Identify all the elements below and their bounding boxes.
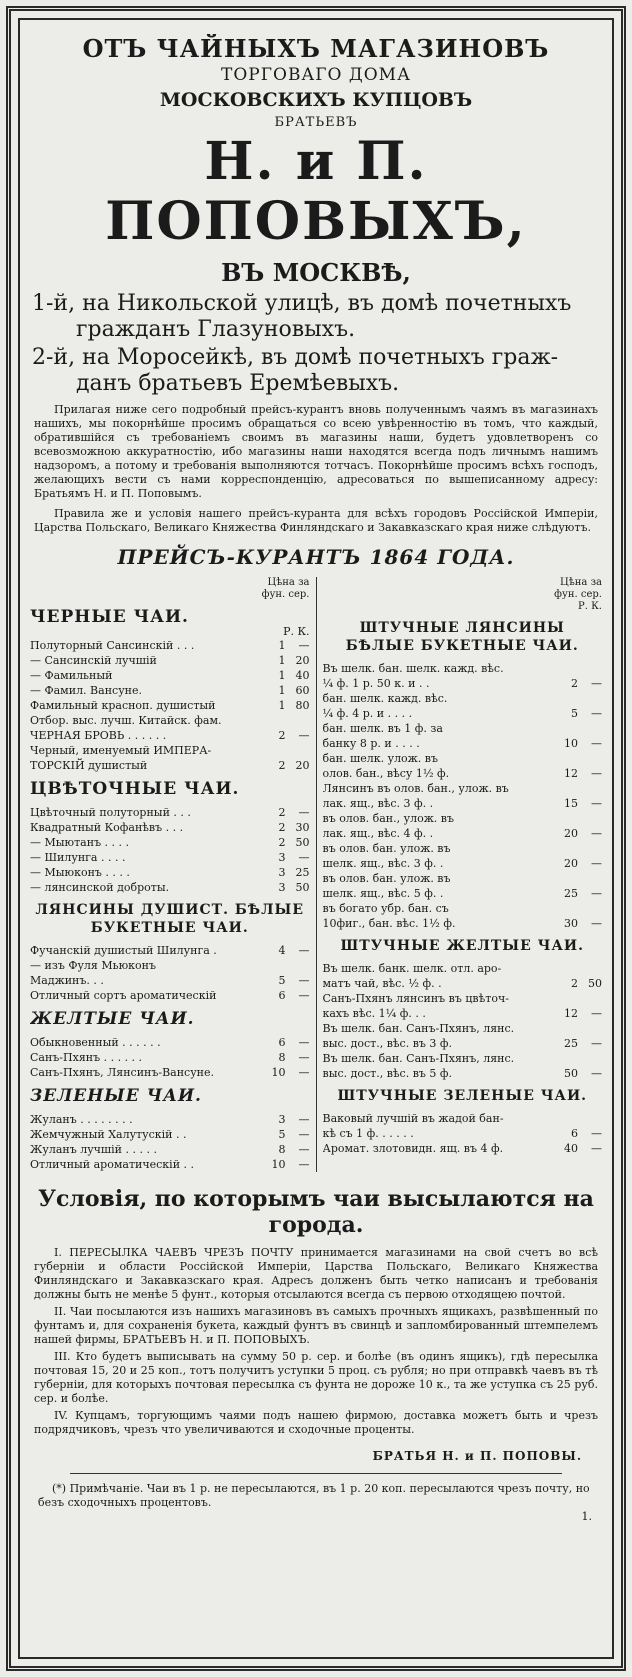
price-row <box>30 1065 310 1080</box>
price-rubles <box>556 1021 578 1036</box>
price-row <box>30 880 310 895</box>
price-kopecks <box>578 721 602 736</box>
condition-2: II. Чаи посылаются изъ нашихъ магазиновъ въ самыхъ прочныхъ ящикахъ, развѣшенный по фунтамъ и, для сохраненія букета, каждый фунтъ въ свинцѣ и запломбированный штемпелемъ нашей фирмы, БРАТЬЕВЪ Н. и П. ПОПОВЫХЪ. <box>34 1305 598 1346</box>
item-name: Жемчужный Халутускій . . <box>30 1128 187 1141</box>
price-row <box>323 661 603 676</box>
price-kopecks <box>578 661 602 676</box>
price-rubles <box>556 1111 578 1126</box>
price-rubles: 25 <box>564 887 578 900</box>
currency-header: Р. К. <box>283 625 310 638</box>
price-rubles: 20 <box>564 857 578 870</box>
price-rubles <box>556 781 578 796</box>
price-kopecks: — <box>591 917 602 930</box>
price-kopecks: — <box>591 1067 602 1080</box>
price-rubles: 2 <box>278 821 286 834</box>
section-title: ЦВѢТОЧНЫЕ ЧАИ. <box>30 779 240 799</box>
price-list <box>323 1111 603 1156</box>
price-label: Цѣна за <box>267 577 310 588</box>
item-name: Отличный сортъ ароматическій <box>30 989 217 1002</box>
condition-1: I. ПЕРЕСЫЛКА ЧАЕВЪ ЧРЕЗЪ ПОЧТУ принимается магазинами на свой счетъ во всѣ губерніи и области Россійской Имперіи, Царства Польскаго, Великаго Княжества Финляндскаго и Закавказскаго края. Адресъ долженъ быть четко написанъ и требованія должны быть не менѣе 5 фунт., которыя отсылаются всегда съ первою отходящею почтой. <box>34 1246 598 1301</box>
item-name: Квадратный Кофанѣвъ . . . <box>30 821 184 834</box>
price-row <box>30 683 310 698</box>
price-row <box>323 751 603 766</box>
section-title: ЛЯНСИНЫ ДУШИСТ. БѢЛЫЕ БУКЕТНЫЕ ЧАИ. <box>35 902 304 936</box>
price-kopecks <box>286 713 310 728</box>
price-rubles: 12 <box>564 767 578 780</box>
price-row <box>30 973 310 988</box>
price-kopecks: — <box>298 944 310 957</box>
price-row <box>30 958 310 973</box>
price-rubles <box>556 751 578 766</box>
price-row <box>323 901 603 916</box>
price-kopecks: 50 <box>295 881 310 894</box>
price-kopecks <box>578 991 602 1006</box>
intro-paragraph-1: Прилагая ниже сего подробный прейсъ-курантъ вновь полученнымъ чаямъ въ магазинахъ нашихъ, мы покорнѣйше просимъ обращаться со всею увѣренностію въ томъ, что каждый, обратившійся съ требованіемъ своимъ въ магазины наши, будетъ удовлетворенъ со всевозможною аккуратностію, ибо магазины наши находятся всегда подъ личнымъ нашимъ надзоромъ, а потому и требованія выполняются тотчасъ. Покорнѣйше просимъ всѣхъ господъ, желающихъ вести съ нами корреспонденцію, адресоваться по вышеписанному адресу: Братьямъ Н. и П. Поповымъ. <box>34 403 598 500</box>
price-row <box>323 1066 603 1081</box>
price-row <box>323 676 603 691</box>
intro-paragraph-2: Правила же и условія нашего прейсъ-куранта для всѣхъ городовъ Россійской Имперіи, Царства Польскаго, Великаго Княжества Финляндскаго и Закавказскаго края ниже слѣдуютъ. <box>34 507 598 534</box>
price-rubles: 2 <box>278 806 286 819</box>
price-kopecks: 30 <box>295 821 310 834</box>
price-rubles <box>556 1051 578 1066</box>
price-row <box>30 1112 310 1127</box>
price-row <box>323 691 603 706</box>
price-row <box>323 1036 603 1051</box>
currency-header: Р. К. <box>577 601 602 612</box>
price-rubles: 3 <box>278 851 286 864</box>
item-name: Въ шелк. бан. шелк. кажд. вѣс. <box>322 662 504 675</box>
price-row <box>323 1141 603 1156</box>
advertisement <box>30 34 602 1647</box>
item-name: Жуланъ . . . . . . . . <box>30 1113 133 1126</box>
price-kopecks: 20 <box>295 654 310 667</box>
price-row <box>323 841 603 856</box>
price-kopecks: — <box>591 887 602 900</box>
price-rubles: 10 <box>271 1158 286 1171</box>
price-row <box>323 736 603 751</box>
price-row <box>30 988 310 1003</box>
address-1a: 1-й, на Никольской улицѣ, въ домѣ почетныхъ <box>32 291 572 316</box>
item-name: Санъ-Пхянъ, Лянсинъ-Вансуне. <box>30 1066 215 1079</box>
price-header <box>30 577 310 601</box>
price-rubles <box>556 871 578 886</box>
item-name: Въ шелк. бан. Санъ-Пхянъ, лянс. <box>322 1022 515 1035</box>
item-name: шелк. ящ., вѣс. 3 ф. . <box>322 857 444 870</box>
price-rubles <box>264 713 286 728</box>
item-name: Въ шелк. банк. шелк. отл. аро- <box>322 962 502 975</box>
header-line-2: ТОРГОВАГО ДОМА <box>221 65 411 85</box>
price-kopecks: — <box>298 1143 310 1156</box>
section-title: ШТУЧНЫЕ ЛЯНСИНЫ БѢЛЫЕ БУКЕТНЫЕ ЧАИ. <box>345 620 579 654</box>
header-line-4: БРАТЬЕВЪ <box>274 115 358 130</box>
price-row <box>323 811 603 826</box>
firm-name: Н. и П. ПОПОВЫХЪ, <box>105 131 527 252</box>
price-list <box>30 638 310 773</box>
item-name: Ваковый лучшій въ жадой бан- <box>322 1112 504 1125</box>
price-kopecks <box>578 841 602 856</box>
price-rubles: 5 <box>278 974 286 987</box>
signature: БРАТЬЯ Н. и П. ПОПОВЫ. <box>372 1449 582 1463</box>
item-name: матъ чай, вѣс. ½ ф. . <box>322 977 442 990</box>
price-rubles: 25 <box>564 1037 578 1050</box>
price-row <box>30 1050 310 1065</box>
item-name: Обыкновенный . . . . . . <box>30 1036 161 1049</box>
item-name: Маджинъ. . . <box>30 974 104 987</box>
price-kopecks: — <box>298 974 310 987</box>
item-name: — Мыюконъ . . . . <box>30 866 130 879</box>
per-label: фун. сер. <box>261 589 310 600</box>
section-title: ШТУЧНЫЕ ЖЕЛТЫЕ ЧАИ. <box>340 938 584 954</box>
price-row <box>30 835 310 850</box>
price-row <box>323 991 603 1006</box>
section-title: ЧЕРНЫЕ ЧАИ. <box>30 607 189 627</box>
price-kopecks: 80 <box>295 699 310 712</box>
price-rubles: 50 <box>564 1067 578 1080</box>
price-rubles: 6 <box>278 1036 286 1049</box>
item-name: бан. шелк. кажд. вѣс. <box>322 692 448 705</box>
item-name: Фучанскій душистый Шилунга . <box>30 944 217 957</box>
price-rubles <box>556 841 578 856</box>
address-2a: 2-й, на Моросейкѣ, въ домѣ почетныхъ граж- <box>32 345 559 370</box>
price-kopecks <box>578 781 602 796</box>
item-name: — Шилунга . . . . <box>30 851 126 864</box>
price-kopecks <box>578 691 602 706</box>
price-kopecks: — <box>298 1158 310 1171</box>
price-rubles: 20 <box>564 827 578 840</box>
divider <box>70 1473 562 1474</box>
price-header <box>323 577 603 601</box>
item-name: въ олов. бан. улож. въ <box>322 842 451 855</box>
item-name: кѣ съ 1 ф. . . . . . <box>322 1127 414 1140</box>
item-name: шелк. ящ., вѣс. 5 ф. . <box>322 887 444 900</box>
price-row <box>323 1021 603 1036</box>
price-label: Цѣна за <box>560 577 602 588</box>
price-rubles: 3 <box>278 881 286 894</box>
price-list <box>323 661 603 931</box>
price-rubles: 10 <box>271 1066 286 1079</box>
item-name: Черный, именуемый ИМПЕРА- <box>30 744 212 757</box>
item-name: банку 8 р. и . . . . <box>322 737 420 750</box>
price-row <box>30 1035 310 1050</box>
price-row <box>323 916 603 931</box>
price-kopecks: — <box>591 677 602 690</box>
price-rubles: 30 <box>564 917 578 930</box>
item-name: Отбор. выс. лучш. Китайск. фам. <box>30 714 222 727</box>
price-row <box>30 758 310 773</box>
condition-4: IV. Купцамъ, торгующимъ чаями подъ нашею фирмою, доставка можетъ быть и чрезъ подрядчиковъ, чрезъ что увеличиваются и сходочные проценты. <box>34 1409 598 1436</box>
price-rubles: 15 <box>564 797 578 810</box>
page-number: 1. <box>581 1510 592 1523</box>
price-rubles: 4 <box>278 944 286 957</box>
item-name: Аромат. злотовидн. ящ. въ 4 ф. <box>322 1142 504 1155</box>
price-kopecks: — <box>298 806 310 819</box>
item-name: — лянсинской доброты. <box>30 881 170 894</box>
price-row <box>323 781 603 796</box>
price-row <box>323 766 603 781</box>
price-rubles <box>556 661 578 676</box>
item-name: ¼ ф. 1 р. 50 к. и . . <box>322 677 430 690</box>
price-rubles: 1 <box>278 669 286 682</box>
conditions-title: Условія, по которымъ чаи высылаются на города. <box>38 1186 594 1238</box>
item-name: — Мыютанъ . . . . <box>30 836 130 849</box>
right-column <box>323 577 603 1172</box>
price-columns <box>30 577 602 1172</box>
price-kopecks: — <box>591 767 602 780</box>
price-row <box>323 976 603 991</box>
item-name: ЧЕРНАЯ БРОВЬ . . . . . . <box>30 729 167 742</box>
price-kopecks <box>578 811 602 826</box>
price-kopecks <box>578 901 602 916</box>
price-row <box>323 1051 603 1066</box>
price-row <box>30 1127 310 1142</box>
price-row <box>30 668 310 683</box>
item-name: 10фиг., бан. вѣс. 1½ ф. <box>322 917 456 930</box>
price-rubles <box>556 721 578 736</box>
price-row <box>323 1006 603 1021</box>
header-line-1: ОТЪ ЧАЙНЫХЪ МАГАЗИНОВЪ <box>82 34 550 63</box>
price-kopecks <box>578 1111 602 1126</box>
price-kopecks <box>578 1051 602 1066</box>
price-rubles: 5 <box>278 1128 286 1141</box>
price-rubles: 8 <box>278 1143 286 1156</box>
price-kopecks: — <box>591 737 602 750</box>
price-rubles: 2 <box>571 977 578 990</box>
price-kopecks: 25 <box>295 866 310 879</box>
price-kopecks: — <box>591 797 602 810</box>
price-kopecks <box>578 871 602 886</box>
price-row <box>323 826 603 841</box>
price-kopecks <box>286 958 310 973</box>
price-rubles: 2 <box>278 729 286 742</box>
item-name: въ олов. бан., улож. въ <box>322 812 454 825</box>
price-list-title: ПРЕЙСЪ-КУРАНТЪ 1864 ГОДА. <box>117 545 515 569</box>
price-kopecks: — <box>298 639 310 652</box>
price-row <box>323 1111 603 1126</box>
item-name: — Фамильный <box>30 669 113 682</box>
item-name: Отличный ароматическій . . <box>30 1158 195 1171</box>
header-line-3: МОСКОВСКИХЪ КУПЦОВЪ <box>159 89 473 111</box>
price-rubles: 2 <box>278 836 286 849</box>
item-name: ¼ ф. 4 р. и . . . . <box>322 707 413 720</box>
price-rubles: 6 <box>571 1127 578 1140</box>
price-kopecks: 60 <box>295 684 310 697</box>
price-kopecks: 50 <box>588 977 602 990</box>
address-1 <box>32 291 602 343</box>
price-kopecks: — <box>298 851 310 864</box>
city: ВЪ МОСКВѢ, <box>221 258 411 287</box>
item-name: Цвѣточный полуторный . . . <box>30 806 191 819</box>
price-kopecks <box>578 961 602 976</box>
price-rubles: 1 <box>278 684 286 697</box>
price-rubles: 1 <box>278 654 286 667</box>
price-list <box>30 805 310 895</box>
item-name: ТОРСКІЙ душистый <box>30 759 148 772</box>
price-list <box>30 943 310 1003</box>
price-row <box>323 796 603 811</box>
price-kopecks <box>578 751 602 766</box>
item-name: бан. шелк. въ 1 ф. за <box>322 722 443 735</box>
price-row <box>30 805 310 820</box>
item-name: въ богато убр. бан. съ <box>322 902 449 915</box>
price-row <box>323 1126 603 1141</box>
address-2b: данъ братьевъ Еремѣевыхъ. <box>76 371 400 396</box>
price-row <box>30 743 310 758</box>
price-kopecks: — <box>298 1066 310 1079</box>
price-rubles <box>556 961 578 976</box>
section-title: ЗЕЛЕНЫЕ ЧАИ. <box>30 1086 202 1106</box>
price-rubles <box>556 691 578 706</box>
price-row <box>30 698 310 713</box>
price-kopecks: — <box>298 1113 310 1126</box>
address-2 <box>32 345 602 397</box>
condition-3: III. Кто будетъ выписывать на сумму 50 р. сер. и болѣе (въ одинъ ящикъ), гдѣ пересылка почтовая 15, 20 и 25 коп., тотъ получитъ уступки 5 проц. съ рубля; но при отправкѣ чаевъ въ тѣ губерніи, для которыхъ почтовая пересылка съ фунта не дороже 10 к., та же уступка съ 25 руб. сер. и болѣе. <box>34 1350 598 1405</box>
item-name: Санъ-Пхянъ лянсинъ въ цвѣточ- <box>322 992 509 1005</box>
price-rubles <box>556 991 578 1006</box>
item-name: — изъ Фуля Мьюконъ <box>30 959 157 972</box>
price-rubles: 1 <box>278 699 286 712</box>
price-kopecks: — <box>591 1037 602 1050</box>
price-row <box>323 961 603 976</box>
item-name: въ олов. бан. улож. въ <box>322 872 451 885</box>
price-row <box>323 871 603 886</box>
left-column <box>30 577 317 1172</box>
price-row <box>30 713 310 728</box>
price-rubles: 40 <box>564 1142 578 1155</box>
item-name: лак. ящ., вѣс. 3 ф. . <box>322 797 434 810</box>
item-name: бан. шелк. улож. въ <box>322 752 438 765</box>
price-kopecks: 50 <box>295 836 310 849</box>
price-kopecks: — <box>298 1051 310 1064</box>
price-list <box>323 961 603 1081</box>
footnote: (*) Примѣчаніе. Чаи въ 1 р. не пересылаются, въ 1 р. 20 коп. пересылаются чрезъ почту, но безъ сходочныхъ процентовъ. <box>38 1482 590 1509</box>
price-row <box>30 1142 310 1157</box>
price-row <box>323 856 603 871</box>
item-name: Санъ-Пхянъ . . . . . . <box>30 1051 143 1064</box>
price-kopecks: — <box>591 857 602 870</box>
price-kopecks: — <box>298 1036 310 1049</box>
price-list <box>30 1035 310 1080</box>
price-row <box>30 865 310 880</box>
price-row <box>30 638 310 653</box>
price-rubles <box>264 743 286 758</box>
price-kopecks: — <box>591 827 602 840</box>
price-rubles <box>556 811 578 826</box>
price-kopecks <box>578 1021 602 1036</box>
price-kopecks <box>286 743 310 758</box>
price-list <box>30 1112 310 1172</box>
price-rubles: 6 <box>278 989 286 1002</box>
price-row <box>30 1157 310 1172</box>
item-name: Лянсинъ въ олов. бан., улож. въ <box>322 782 509 795</box>
section-title: ЖЕЛТЫЕ ЧАИ. <box>30 1009 195 1029</box>
price-row <box>30 820 310 835</box>
item-name: Жуланъ лучшій . . . . . <box>30 1143 157 1156</box>
price-rubles: 10 <box>564 737 578 750</box>
price-kopecks: — <box>298 729 310 742</box>
price-kopecks: — <box>298 1128 310 1141</box>
price-kopecks: — <box>591 1127 602 1140</box>
price-row <box>30 943 310 958</box>
price-rubles <box>264 958 286 973</box>
section-title: ШТУЧНЫЕ ЗЕЛЕНЫЕ ЧАИ. <box>337 1088 588 1104</box>
price-rubles <box>556 901 578 916</box>
price-row <box>30 653 310 668</box>
address-1b: гражданъ Глазуновыхъ. <box>76 317 356 342</box>
price-kopecks: — <box>591 1142 602 1155</box>
per-label: фун. сер. <box>554 589 602 600</box>
price-rubles: 8 <box>278 1051 286 1064</box>
price-row <box>323 721 603 736</box>
price-kopecks: — <box>298 989 310 1002</box>
price-rubles: 5 <box>571 707 578 720</box>
price-rubles: 2 <box>278 759 286 772</box>
item-name: — Сансинскій лучшій <box>30 654 157 667</box>
price-row <box>30 850 310 865</box>
item-name: лак. ящ., вѣс. 4 ф. . <box>322 827 434 840</box>
price-row <box>30 728 310 743</box>
price-rubles: 2 <box>571 677 578 690</box>
item-name: кахъ вѣс. 1¼ ф. . . <box>322 1007 426 1020</box>
item-name: выс. дост., вѣс. въ 3 ф. <box>322 1037 453 1050</box>
price-kopecks: 20 <box>295 759 310 772</box>
price-row <box>323 886 603 901</box>
price-rubles: 3 <box>278 866 286 879</box>
item-name: Полуторный Сансинскій . . . <box>30 639 195 652</box>
item-name: олов. бан., вѣсу 1½ ф. <box>322 767 450 780</box>
price-rubles: 3 <box>278 1113 286 1126</box>
price-kopecks: — <box>591 707 602 720</box>
price-rubles: 1 <box>278 639 286 652</box>
price-rubles: 12 <box>564 1007 578 1020</box>
price-row <box>323 706 603 721</box>
item-name: Фамильный красноп. душистый <box>30 699 216 712</box>
item-name: — Фамил. Вансуне. <box>30 684 142 697</box>
item-name: выс. дост., вѣс. въ 5 ф. <box>322 1067 453 1080</box>
item-name: Въ шелк. бан. Санъ-Пхянъ, лянс. <box>322 1052 515 1065</box>
price-kopecks: 40 <box>295 669 310 682</box>
price-kopecks: — <box>591 1007 602 1020</box>
